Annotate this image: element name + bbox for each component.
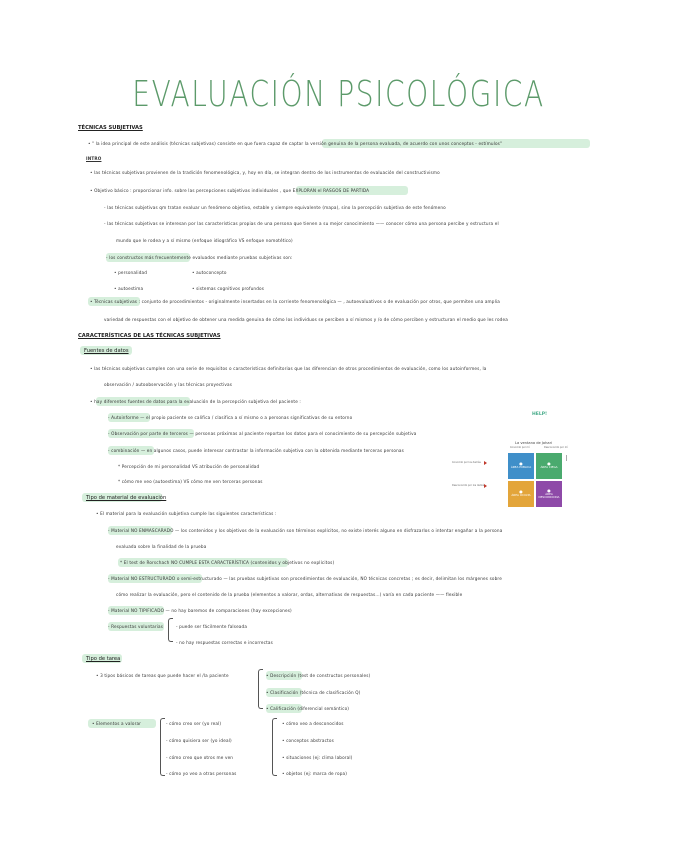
text-line: - cómo yo veo a otras personas xyxy=(166,771,237,776)
text-line: • objetos (ej: marca de ropa) xyxy=(282,771,348,776)
quadrant-label: ÁREA OCULTA xyxy=(511,493,531,498)
text-line: • Objetivo básico : proporcionar info. sobre las percepciones subjetivas individuales , que EXPLORAN el RASGOS DE PARTIDA xyxy=(90,188,370,193)
text-line: • 3 tipos básicos de tareas que puede hacer el /la paciente xyxy=(96,673,229,678)
text-line: • personalidad xyxy=(114,270,148,275)
text-line: • las técnicas subjetivas provienen de la tradición fenomenológica, y, hoy en día, se integran dentro de los instrumentos de evaluación del constructivismo xyxy=(90,170,440,175)
section-fuentes: Fuentes de datos xyxy=(84,348,129,354)
text-line: • Clasificación (técnica de clasificación Q) xyxy=(266,690,361,695)
text-line: • hay diferentes fuentes de datos para la evaluación de la percepción subjetiva del paciente : xyxy=(90,399,301,404)
text-line: * El test de Rorschach NO CUMPLE ESTA CARACTERÍSTICA (contenidos y objetivos no explícitos) xyxy=(120,560,335,565)
text-line: - las técnicas subjetivas qm tratan evaluar un fenómeno objetivo, estable y siempre equivalente (mapa), sino la percepción subjetiva de este fenómeno xyxy=(104,205,446,210)
text-line: • Calificación (diferencial semántico) xyxy=(266,706,350,711)
text-line: - cómo creo ser (yo real) xyxy=(166,721,222,726)
help-annotation: HELP! xyxy=(532,412,548,417)
quadrant-oculta xyxy=(508,481,534,507)
text-line: - combinación — en algunos casos, puede interesar contrastar la información subjetiva con la obtenida mediante terceras personas xyxy=(108,448,404,453)
text-line: • conceptos abstractos xyxy=(282,738,334,743)
text-line: - Observación por parte de terceros — personas próximas al paciente reportan los datos para el conocimiento de su percepción subjetiva xyxy=(108,431,417,436)
person-icon: ● xyxy=(519,461,523,467)
text-line: * cómo me veo (autoestima) VS cómo me ven terceras personas xyxy=(118,479,263,484)
text-line: - Material NO ENMASCARADO — los contenidos y los objetivos de la evaluación son términos explícitos, no existe interés alguno en disfrazarlos o intentar engañar a la persona xyxy=(108,528,503,533)
person-icon: ● xyxy=(519,489,523,495)
section-tecnicas: TÉCNICAS SUBJETIVAS xyxy=(78,125,143,131)
brace xyxy=(272,718,277,776)
section-caracteristicas: CARACTERÍSTICAS DE LAS TÉCNICAS SUBJETIVAS xyxy=(78,333,221,339)
text-line: • autoestima xyxy=(114,286,144,291)
text-line: - Material NO ESTRUCTURADO o semi-estructurado — las pruebas subjetivas son procedimientos de evaluación, NO técnicas concretas ; es decir, delimitan los márgenes sobre xyxy=(108,576,502,581)
text-line: variedad de respuestas con el objetivo de obtener una medida genuina de cómo los individuos se perciben a sí mismos y /o de cómo perciben y estructuran el medio que les rodea xyxy=(104,317,508,322)
diagram-note: Desconocido por mí xyxy=(544,446,568,449)
quadrant-label: ÁREA CIEGA xyxy=(540,465,558,470)
quadrant-label: ÁREA PÚBLICA xyxy=(510,465,532,470)
text-line: - no hay respuestas correctas e incorrectas xyxy=(176,640,273,645)
text-line: • autoconcepto xyxy=(192,270,227,275)
text-line: - Autoinforme — el propio paciente se califica / clasifica a sí mismo o a personas significativas de su entorno xyxy=(108,415,353,420)
text-line: • Descripción (test de constructos personales) xyxy=(266,673,371,678)
text-line: - cómo quisiera ser (yo ideal) xyxy=(166,738,232,743)
text-line: - Respuestas voluntarias xyxy=(108,624,164,629)
brace xyxy=(168,618,173,642)
text-line: • " la idea principal de este análisis (técnicas subjetivas) consiste en que fuera capaz de captar la versión genuina de la persona evaluada, de acuerdo con unos conceptos - estímulos" xyxy=(88,141,503,146)
quadrant-ciega xyxy=(536,453,562,479)
arrow-icon xyxy=(484,484,487,488)
text-line: • Elementos a valorar xyxy=(92,721,142,726)
text-line: - Material NO TIPIFICADO — no hay baremos de comparaciones (hay excepciones) xyxy=(108,608,292,613)
text-line: • situaciones (ej: clima laboral) xyxy=(282,755,353,760)
quadrant-publica xyxy=(508,453,534,479)
text-line: - los constructos más frecuentemente evaluados mediante pruebas subjetivas son: xyxy=(106,255,293,260)
diagram-note: Conocido por mí xyxy=(510,446,530,449)
diagram-note: Conocido por los demás xyxy=(452,461,481,464)
text-line: mundo que le rodea y a sí mismo (enfoque idiográfico VS enfoque nomotético) xyxy=(116,238,293,243)
quadrant-label: ÁREA DESCONOCIDA xyxy=(538,491,560,499)
text-line: INTRO xyxy=(86,156,102,161)
arrow-icon xyxy=(484,461,487,465)
text-line: evaluada sobre la finalidad de la prueba xyxy=(116,544,207,549)
diagram-title: La ventana de Johari xyxy=(515,441,553,445)
text-line: observación / autoobservación y las técnicas proyectivas xyxy=(104,382,233,387)
text-line: • El material para la evaluación subjetiva cumple las siguientes características : xyxy=(96,511,277,516)
section-tareas: Tipo de tarea xyxy=(86,656,121,662)
diagram-side-note xyxy=(566,455,587,461)
text-line: - las técnicas subjetivas se interesan por las características propias de una persona que tienen a su mejor conocimiento —— conocer cómo una persona percibe y estructura el xyxy=(104,221,499,226)
text-line: • sistemas cognitivos profundos xyxy=(192,286,265,291)
text-line: • las técnicas subjetivas cumplen con una serie de requisitos o características definitorias que las diferencian de otros procedimientos de evaluación, como los autoinformes, la xyxy=(90,366,487,371)
johari-window-diagram xyxy=(452,441,587,515)
text-line: - cómo creo que otros me ven xyxy=(166,755,234,760)
page-title: EVALUACIÓN PSICOLÓGICA xyxy=(132,74,545,115)
person-icon: ● xyxy=(547,487,551,493)
text-line: cómo realizar la evaluación, pero el contenido de la prueba (elementos a valorar, ordas, alternativas de respuestas...) varía en cada paciente —— flexible xyxy=(116,592,463,597)
person-icon: ● xyxy=(547,461,551,467)
quadrant-desconocida xyxy=(536,481,562,507)
text-line: - puede ser fácilmente falseada xyxy=(176,624,248,629)
brace xyxy=(160,718,165,776)
text-line: • cómo veo a desconocidos xyxy=(282,721,344,726)
text-line: • Técnicas subjetivas : conjunto de procedimientos - originalmente insertados en la corriente fenomenológica — , autoevaluativos o de evaluación por otros, que permiten una amplia xyxy=(90,299,500,304)
diagram-note: Desconocido por los demás xyxy=(452,484,485,487)
section-material: Tipo de material de evaluación xyxy=(86,495,167,501)
brace xyxy=(258,669,263,709)
text-line: * Percepción de mi personalidad VS atribución de personalidad xyxy=(118,464,260,469)
